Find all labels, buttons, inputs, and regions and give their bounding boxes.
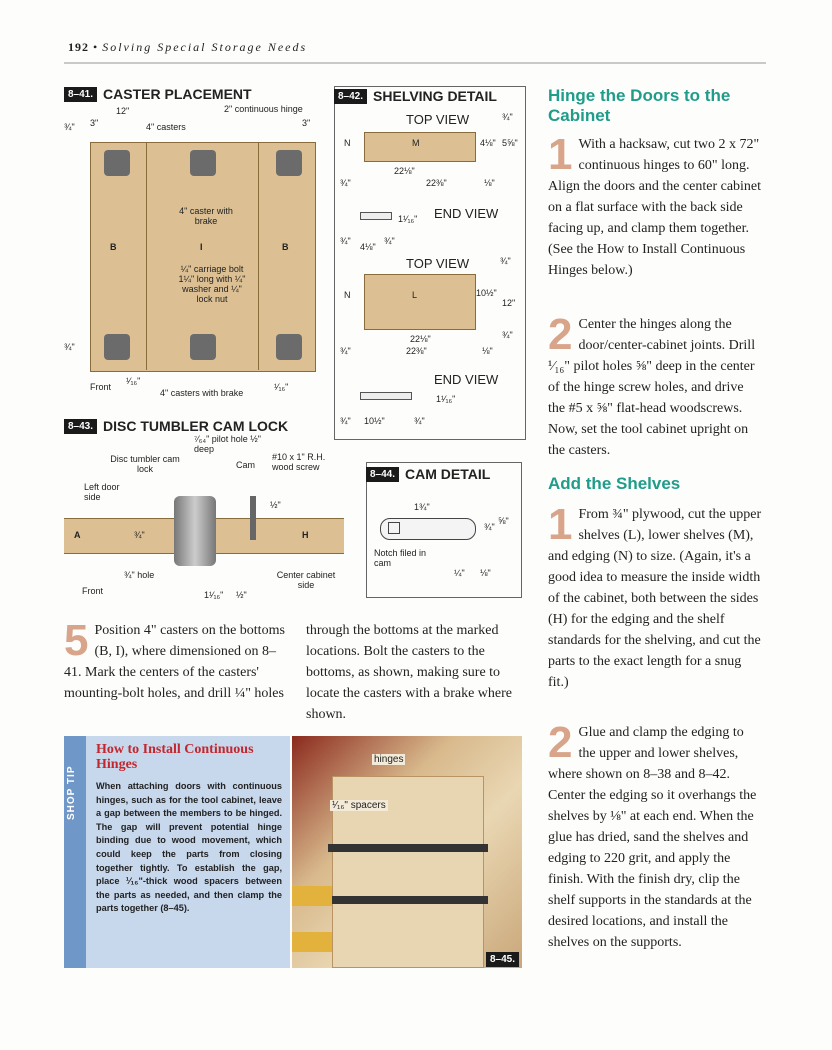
dim-label: ¾": [500, 256, 511, 266]
header-rule: [64, 62, 766, 64]
hinge-step-2: [548, 310, 762, 461]
brake-label: 4" caster with brake: [179, 206, 233, 226]
left-door-label: Left door side: [84, 482, 120, 502]
shop-tip-title: How to Install Continuous Hinges: [96, 742, 254, 772]
part-l-label: L: [412, 290, 418, 300]
dim-label: 12": [116, 106, 130, 116]
dim-label: 5⅝": [502, 138, 518, 148]
end-view-label: END VIEW: [434, 372, 499, 387]
header-separator: •: [93, 40, 99, 54]
part-b-label: B: [110, 242, 117, 252]
fig-844-label: [366, 466, 490, 482]
caster-icon: [104, 150, 130, 176]
part-m-label: M: [412, 138, 420, 148]
clamp-icon: [328, 896, 488, 904]
dim-label: ¾": [340, 236, 351, 246]
upper-shelf: [364, 132, 476, 162]
dim-label: 3": [302, 118, 311, 128]
dim-label: ⅛": [480, 568, 491, 578]
dim-label: 22⅛": [394, 166, 415, 176]
dim-label: 4⅛": [480, 138, 496, 148]
dim-label: ¾": [340, 178, 351, 188]
caster-icon: [104, 334, 130, 360]
part-h-label: H: [302, 530, 309, 540]
shelves-section-title: Add the Shelves: [548, 474, 681, 493]
running-header: [68, 40, 307, 55]
fig-841-label: [64, 86, 252, 102]
shelves-step-1: [548, 500, 762, 693]
shelves-step-2: [548, 718, 762, 953]
dim-label: ¹⁄₁₆": [126, 376, 141, 386]
fig-844-drawing: [366, 486, 520, 596]
cam-lock-icon: [174, 496, 216, 566]
dim-label: ½": [236, 590, 247, 600]
hinge-step-1-text: With a hacksaw, cut two 2 x 72" continuous hinges to 60" long. Align the doors and the center cabinet on a flat surface with the back side facing up, and clamp them together. (See the How to Install Continuous Hinges below.): [548, 137, 762, 278]
pilot-label: ⁷⁄₆₄" pilot hole ½" deep: [194, 434, 261, 454]
shelves-step-1-text: From ¾" plywood, cut the upper shelves (L), lower shelves (M), and edging (N) to size. (Again, it's a good idea to measure the inside width of the cabinet, both between the sides (H) for the edging and the shelf standards for the shelving, and cut the parts to the exact length for a snug fit.): [548, 507, 762, 690]
dim-label: ¼": [454, 568, 465, 578]
screw-label: #10 x 1" R.H. wood screw: [272, 452, 326, 472]
front-label: Front: [90, 382, 112, 392]
dim-label: 1¾": [414, 502, 430, 512]
hinges-callout: hinges: [374, 754, 404, 765]
dim-label: 22⅛": [410, 334, 431, 344]
disc-label: Disc tumbler cam lock: [110, 454, 180, 474]
step-5-text-left: Position 4" casters on the bottoms (B, I), where dimensioned on 8–41. Mark the centers of the casters' mounting-bolt holes, and drill ¼" holes: [64, 623, 285, 701]
dim-label: ⅛": [484, 178, 495, 188]
dim-label: ¾": [340, 346, 351, 356]
part-n-label: N: [344, 138, 351, 148]
part-b-label: B: [282, 242, 289, 252]
dim-label: ¾": [64, 342, 75, 352]
hinge-label: 2" continuous hinge: [224, 104, 303, 114]
bolt-label: ¼" carriage bolt 1¼" long with ¼" washer and ¼" lock nut: [178, 264, 246, 304]
part-a-label: A: [74, 530, 81, 540]
dim-label: ¾": [384, 236, 395, 246]
part-i-label: I: [200, 242, 203, 252]
clamp-icon: [328, 844, 488, 852]
clamp-handle-icon: [292, 886, 332, 906]
dim-label: ¾": [502, 330, 513, 340]
hinge-step-1: [548, 130, 762, 281]
dim-label: ⅛": [482, 346, 493, 356]
spacers-callout: ¹⁄₁₆" spacers: [332, 800, 386, 811]
fig-843-number: 8–43.: [64, 419, 97, 434]
end-view-label: END VIEW: [434, 206, 499, 221]
dim-label: ¾": [64, 122, 75, 132]
dim-label: ¾": [134, 530, 145, 540]
fig-841-title: CASTER PLACEMENT: [103, 86, 252, 102]
front-label: Front: [82, 586, 104, 596]
fig-844-title: CAM DETAIL: [405, 466, 491, 482]
caster-icon: [276, 334, 302, 360]
dim-label: ¾": [484, 522, 495, 532]
fig-842-number: 8–42.: [334, 89, 367, 104]
dim-label: 10½": [476, 288, 497, 298]
dim-label: 22⅜": [426, 178, 447, 188]
fig-843-title: DISC TUMBLER CAM LOCK: [103, 418, 289, 434]
running-title: Solving Special Storage Needs: [102, 40, 308, 54]
fig-842-title: SHELVING DETAIL: [373, 88, 497, 104]
top-view-label: TOP VIEW: [406, 256, 470, 271]
page-number: 192: [68, 40, 89, 54]
step-number: 2: [548, 310, 573, 359]
dim-label: ¹⁄₁₆": [274, 382, 289, 392]
step-number: 2: [548, 718, 573, 767]
dim-label: 12": [502, 298, 516, 308]
caster-icon: [190, 150, 216, 176]
dim-label: 1¹⁄₁₆": [436, 394, 456, 404]
step-number: 1: [548, 130, 573, 179]
shop-tip-text: When attaching doors with continuous hinges, such as for the tool cabinet, leave a gap between the members to be hinged. The gap will prevent potential hinge binding due to wood movement, which could keep the parts from closing together tightly. To establish the gap, place ¹⁄₁₆"-thick wood spacers between the parts as needed, and then clamp the parts together (8–45).: [96, 781, 282, 914]
hole-label: ¾" hole: [124, 570, 155, 580]
shop-tip-side-label: SHOP TIP: [66, 765, 77, 820]
fig-845-number: 8–45.: [486, 952, 519, 967]
dim-label: 1¹⁄₁₆": [204, 590, 224, 600]
caster-icon: [276, 150, 302, 176]
step-number: 1: [548, 500, 573, 549]
fig-844-number: 8–44.: [366, 467, 399, 482]
fig-841-drawing: [64, 104, 330, 400]
casters-label: 4" casters: [146, 122, 186, 132]
cam-label: Cam: [236, 460, 256, 470]
dim-label: ¾": [502, 112, 513, 122]
notch-label: Notch filed in cam: [374, 548, 427, 568]
step-number: 5: [64, 616, 89, 665]
caster-icon: [190, 334, 216, 360]
dim-label: ¾": [414, 416, 425, 426]
step-5-right: through the bottoms at the marked locations. Bolt the casters to the bottoms, as shown, making sure to locate the casters with a brake where shown.: [306, 623, 513, 722]
fig-842-label: [334, 88, 497, 104]
dim-label: 4⅛": [360, 242, 376, 252]
part-n-label: N: [344, 290, 351, 300]
hinge-section-title: Hinge the Doors to the Cabinet: [548, 86, 731, 125]
dim-label: ¾": [340, 416, 351, 426]
fig-843-drawing: [64, 434, 346, 604]
casters-brake-label: 4" casters with brake: [160, 388, 244, 398]
shelves-step-2-text: Glue and clamp the edging to the upper and lower shelves, where shown on 8–38 and 8–42. Center the edging so it overhangs the shelves by ⅛" at each end. When the glue has dried, sand the shelves and edging to 220 grit, and apply the finish. With the finish dry, clip the shelf supports in the standards at the desired locations, and install the shelves on the supports.: [548, 725, 757, 950]
step-5-left: [64, 616, 290, 704]
screw-icon: [250, 496, 256, 540]
fig-842-drawing: [334, 108, 524, 438]
hinge-step-2-text: Center the hinges along the door/center-cabinet joints. Drill ¹⁄₁₆" pilot holes ⅝" deep in the center of the hinge screw holes, and drive the #5 x ⅝" flat-head woodscrews. Now, set the tool cabinet upright on the casters.: [548, 317, 756, 458]
center-cabinet-label: Center cabinet side: [276, 570, 336, 590]
dim-label: 22⅜": [406, 346, 427, 356]
clamp-handle-icon: [292, 932, 332, 952]
top-view-label: TOP VIEW: [406, 112, 470, 127]
dim-label: 10½": [364, 416, 385, 426]
fig-841-number: 8–41.: [64, 87, 97, 102]
dim-label: ½": [270, 500, 281, 510]
photo-clamped-cabinet: [292, 736, 522, 968]
fig-843-label: [64, 418, 288, 434]
lower-shelf: [364, 274, 476, 330]
dim-label: ⅝": [498, 516, 509, 526]
dim-label: 3": [90, 118, 99, 128]
dim-label: 1¹⁄₁₆": [398, 214, 418, 224]
